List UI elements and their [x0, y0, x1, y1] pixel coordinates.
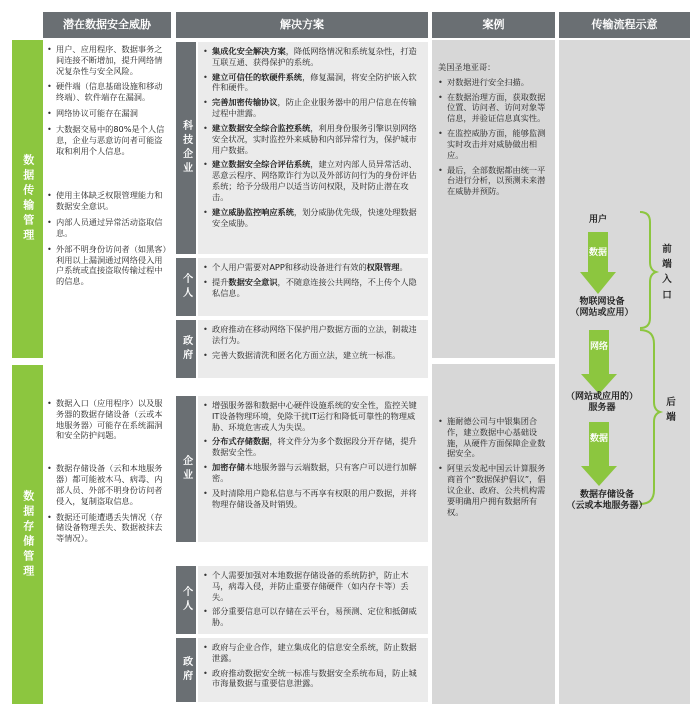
flow-data-label-2: 数据	[589, 434, 608, 444]
actor-government-storage: 政府	[176, 638, 196, 702]
threat-item: • 数据入口（应用程序）以及服务器的数据存储设备（云或本地服务器）可能存在系统漏洞和安全防护问题。	[47, 398, 167, 441]
arrow-data-2	[581, 422, 617, 486]
threat-item: • 使用主体缺乏权限管理能力和数据安全意识。	[47, 190, 167, 212]
solution-item: • 个人需要加强对本地数据存储设备的系统防护，防止木马，病毒入侵，并防止重要存储硬件（如内存卡等）丢失。	[203, 570, 422, 602]
threat-item: • 硬件端（信息基础设施和移动终端）、软件端存在漏洞。	[47, 81, 167, 103]
case-item: • 对数据进行安全扫描。	[438, 77, 549, 88]
threat-item: • 内部人员通过异常活动盗取信息。	[47, 217, 167, 239]
solution-item: • 政府推动数据安全统一标准与数据安全系统布局，防止城市海量数据与重要信息泄露。	[203, 668, 422, 690]
back-bracket	[640, 330, 660, 504]
threat-item: • 数据还可能遭遇丢失情况（存储设备物理丢失、数据被抹去等情况）。	[47, 512, 167, 544]
actor-enterprise: 企业	[176, 396, 196, 542]
actor-tech-enterprise: 科技企业	[176, 42, 196, 254]
header-flow: 传输流程示意	[559, 12, 690, 38]
flow-iot: 物联网设备 （网站或应用）	[570, 297, 634, 319]
solution-item: • 个人用户需要对APP和移动设备进行有效的权限管理。	[203, 262, 422, 273]
threat-item: • 网络协议可能存在漏洞	[47, 108, 167, 119]
solution-item: • 政府与企业合作，建立集成化的信息安全系统，防止数据泄露。	[203, 642, 422, 664]
threat-item: • 数据存储设备（云和本地服务器）都可能被木马、病毒、内部人员、外部不明身份访问者侵入，复制盗取信息。	[47, 463, 167, 506]
front-label: 前端入口	[662, 244, 672, 301]
solution-item: • 建立威胁监控响应系统，划分威胁优先级，快速处理数据安全威胁。	[203, 207, 422, 229]
arrow-data-1	[580, 232, 616, 294]
case-item: • 在数据治理方面，获取数据位置、访问者、访问对象等信息，并验证信息真实性。	[438, 92, 549, 124]
solution-item: • 完善加密传输协议，防止企业服务器中的用户信息在传输过程中泄露。	[203, 97, 422, 119]
section-transmission-label: 数据传输管理	[12, 40, 43, 358]
flow-user: 用户	[588, 215, 607, 225]
back-label: 后端	[666, 397, 676, 424]
case-title: 美国圣地亚哥：	[438, 62, 496, 72]
solution-item: • 提升数据安全意识，不随意连接公共网络，不上传个人隐私信息。	[203, 277, 422, 299]
solution-item: • 及时清除用户隐私信息与不再享有权限的用户数据，并将物理存储设备及时销毁。	[203, 488, 422, 510]
header-case: 案例	[432, 12, 555, 38]
case-item: • 最后，全部数据都由统一平台进行分析，以预测未来潜在威胁并预防。	[438, 165, 549, 197]
header-threat: 潜在数据安全威胁	[43, 12, 171, 38]
case-item: • 阿里云发起中国云计算服务商首个“数据保护倡议”，倡议企业、政府、公共机构需要明确用户拥有数据所有权。	[438, 463, 549, 517]
solution-item: • 完善大数据清洗和匿名化方面立法，建立统一标准。	[203, 350, 422, 361]
flow-server: （网站或应用的） 服务器	[565, 392, 638, 414]
flow-storage: 数据存储设备 （云或本地服务器）	[566, 490, 648, 512]
solution-item: • 加密存储本地服务器与云端数据，只有客户可以进行加解密。	[203, 462, 422, 484]
solution-item: • 建立数据安全综合评估系统，建立对内部人员异常活动、恶意云程序、网络欺诈行为以及外部访问行为的身份评估系统；给予分级用户以适当访问权限，及时防止潜在攻击。	[203, 159, 422, 202]
flow-data-label-1: 数据	[588, 248, 607, 258]
actor-government: 政府	[176, 320, 196, 378]
solution-item: • 建立可信任的软硬件系统，修复漏洞，将安全防护嵌入软件和硬件。	[203, 72, 422, 94]
threat-item: • 大数据交易中的80%是个人信息，企业与恶意访问者可能盗取和利用个人信息。	[47, 124, 167, 156]
case-item: • 施耐德公司与中银集团合作，建立数据中心基础设施，从硬件方面保障企业数据安全。	[438, 416, 549, 459]
solution-item: • 政府推动在移动网络下保护用户数据方面的立法，制裁违法行为。	[203, 324, 422, 346]
case-item: • 在监控威胁方面，能够监测实时攻击并对威胁做出相应。	[438, 128, 549, 160]
actor-individual: 个人	[176, 258, 196, 316]
solution-item: • 建立数据安全综合监控系统，利用身份服务引擎识别网络安全状况，实时监控外来威胁和内部异常行为，保护城市用户数据。	[203, 123, 422, 155]
flow-network-label: 网络	[589, 342, 608, 352]
threat-item: • 用户、应用程序、数据事务之间连接不断增加，提升网络情况复杂性与安全风险。	[47, 44, 167, 76]
solution-item: • 部分重要信息可以存储在云平台，易预测、定位和抵御威胁。	[203, 606, 422, 628]
threat-item: • 外部不明身份访问者（如黑客）利用以上漏洞通过网络侵入用户系统或直接盗取传输过程中的信息。	[47, 244, 167, 287]
arrow-network	[581, 330, 617, 394]
solution-item: • 集成化安全解决方案，降低网络情况和系统复杂性，打造互联互通、获得保护的系统。	[203, 46, 422, 68]
section-storage-label: 数据存储管理	[12, 365, 43, 704]
actor-individual-storage: 个人	[176, 566, 196, 634]
solution-item: • 增强服务器和数据中心硬件设施系统的安全性，监控关键IT设备物理环境，免除干扰IT运行和降低可靠性的物理威胁、环境危害或人为失误。	[203, 400, 422, 432]
solution-item: • 分布式存储数据，将文件分为多个数据段分开存储，提升数据安全性。	[203, 436, 422, 458]
header-solution: 解决方案	[176, 12, 428, 38]
